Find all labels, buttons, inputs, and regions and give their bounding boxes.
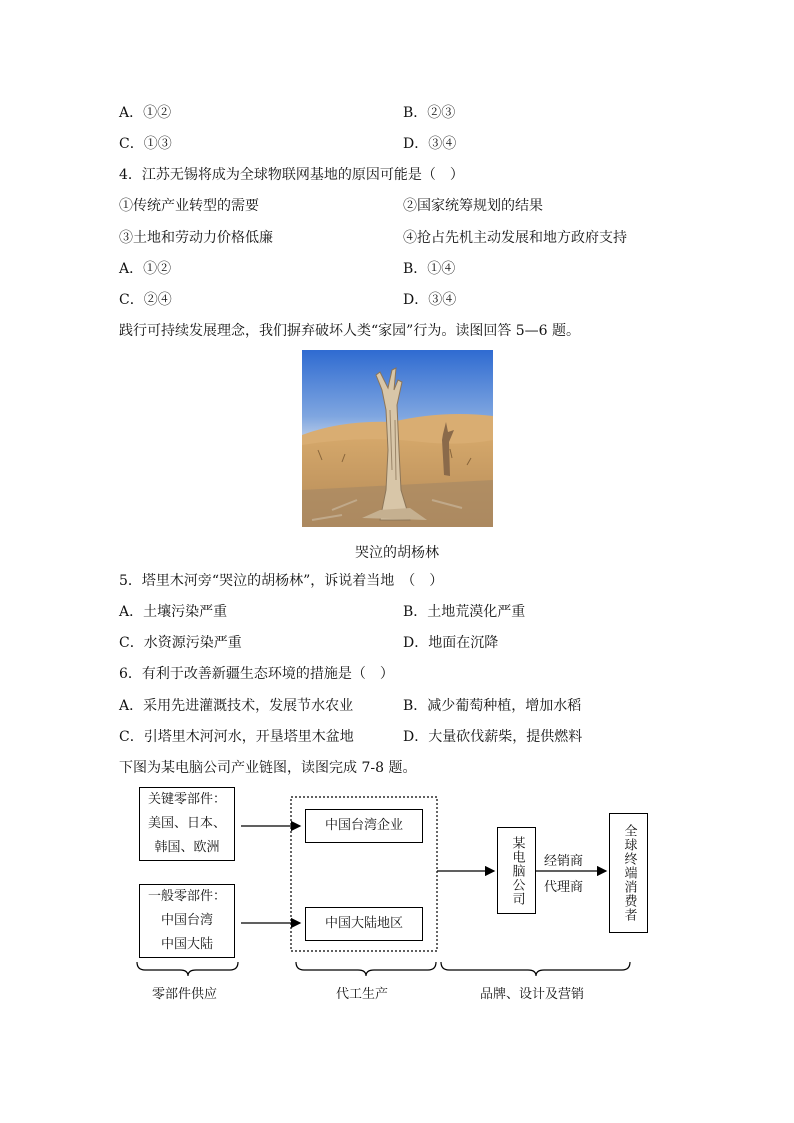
- supply-label: 零部件供应: [152, 987, 218, 1002]
- general-parts-region-2: 中国大陆: [160, 937, 213, 952]
- q6-stem: 6．有利于改善新疆生态环境的措施是（ ）: [119, 666, 394, 682]
- q5-option-c: C．水资源污染严重: [119, 635, 242, 651]
- q6-option-c: C．引塔里木河河水，开垦塔里木盆地: [119, 729, 354, 745]
- q6-option-a: A．采用先进灌溉技术，发展节水农业: [119, 698, 354, 714]
- taiwan-enterprise-box: 中国台湾企业: [305, 809, 423, 843]
- brace-supply: [137, 962, 238, 976]
- q4-option-b: B．①④: [403, 261, 456, 277]
- brace-brand: [441, 962, 630, 976]
- dealer-label: 经销商: [544, 854, 584, 869]
- q3-option-b: B．②③: [403, 105, 456, 121]
- q6-option-d: D．大量砍伐薪柴，提供燃料: [403, 729, 583, 745]
- consumers-label: 全球终端消费者: [621, 824, 637, 922]
- company-box: [497, 827, 536, 914]
- q3-option-a: A．①②: [119, 105, 172, 121]
- mainland-box: 中国大陆地区: [305, 907, 423, 941]
- q4-option-a: A．①②: [119, 261, 172, 277]
- q5-stem: 5．塔里木河旁“哭泣的胡杨林”，诉说着当地 （ ）: [119, 573, 444, 589]
- brace-oem: [296, 962, 436, 976]
- q5-option-d: D．地面在沉降: [403, 635, 499, 651]
- general-parts-box: [139, 884, 235, 958]
- q4-statement-4: ④抢占先机主动发展和地方政府支持: [403, 230, 627, 246]
- q6-option-b: B．减少葡萄种植，增加水稻: [403, 698, 582, 714]
- q3-option-c: C．①③: [119, 136, 172, 152]
- key-parts-countries-2: 韩国、欧洲: [154, 840, 220, 855]
- q5-option-b: B．土地荒漠化严重: [403, 604, 526, 620]
- general-parts-region-1: 中国台湾: [160, 913, 213, 928]
- key-parts-box: [139, 787, 235, 861]
- key-parts-countries-1: 美国、日本、: [147, 816, 226, 831]
- q4-stem: 4．江苏无锡将成为全球物联网基地的原因可能是（ ）: [119, 167, 464, 183]
- q4-statement-3: ③土地和劳动力价格低廉: [119, 230, 273, 246]
- q5-option-a: A．土壤污染严重: [119, 604, 228, 620]
- q4-statement-1: ①传统产业转型的需要: [119, 198, 259, 214]
- company-label: 某电脑公司: [509, 835, 525, 906]
- q3-option-d: D．③④: [403, 136, 457, 152]
- q4-option-d: D．③④: [403, 292, 457, 308]
- intro-7-8: 下图为某电脑公司产业链图，读图完成 7-8 题。: [119, 760, 417, 776]
- photo-caption: 哭泣的胡杨林: [355, 545, 439, 561]
- consumers-box: [609, 813, 648, 933]
- key-parts-title: 关键零部件：: [147, 792, 226, 807]
- general-parts-title: 一般零部件：: [147, 889, 226, 904]
- q4-statement-2: ②国家统筹规划的结果: [403, 198, 543, 214]
- agent-label: 代理商: [544, 880, 584, 895]
- brand-label: 品牌、设计及营销: [480, 987, 585, 1002]
- oem-label: 代工生产: [336, 987, 389, 1002]
- intro-5-6: 践行可持续发展理念，我们摒弃破坏人类“家园”行为。读图回答 5—6 题。: [119, 323, 581, 339]
- q4-option-c: C．②④: [119, 292, 172, 308]
